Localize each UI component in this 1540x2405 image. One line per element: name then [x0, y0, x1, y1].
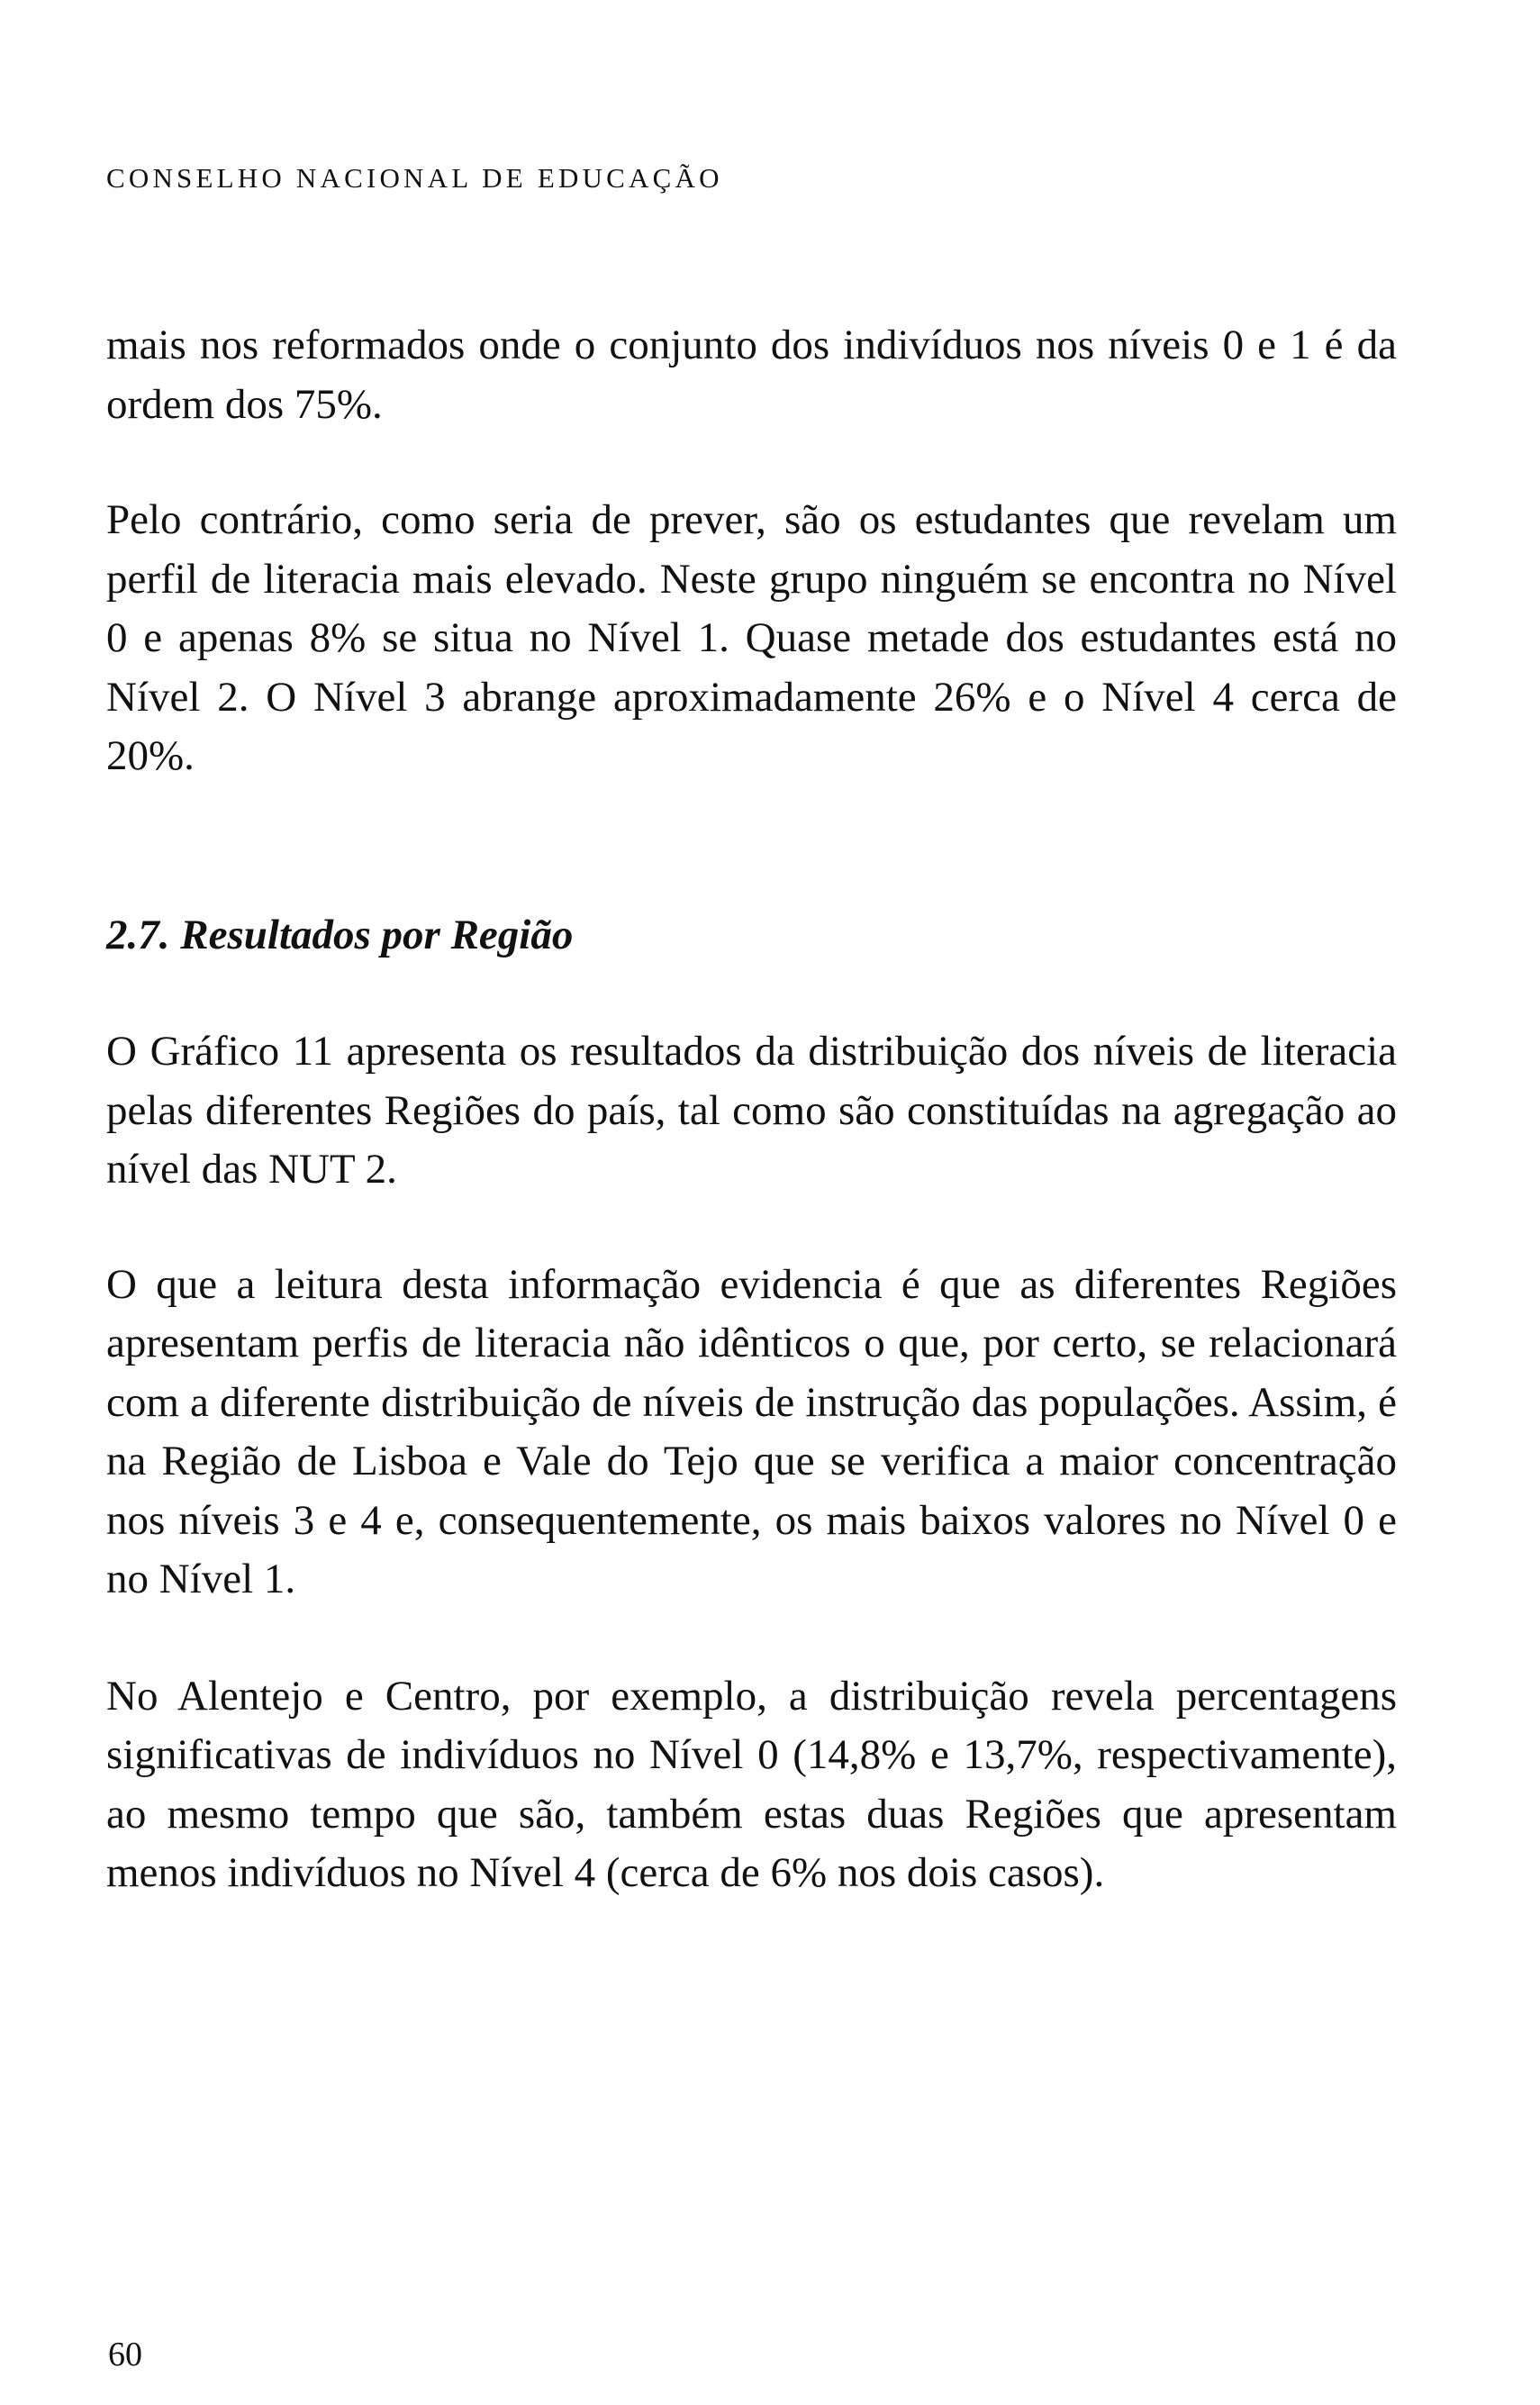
body-text [106, 316, 1397, 1903]
running-header: CONSELHO NACIONAL DE EDUCAÇÃO [106, 162, 723, 194]
page-number: 60 [108, 2336, 142, 2373]
paragraph: No Alentejo e Centro, por exemplo, a distribuição revela percentagens significativas de indivíduos no Nível 0 (14,8% e 13,7%, respectivamente), ao mesmo tempo que são, também estas duas Regiões que apresentam menos indivíduos no Nível 4 (cerca de 6% nos dois casos). [106, 1672, 1397, 1896]
paragraph: O que a leitura desta informação evidencia é que as diferentes Regiões apresentam perfis de literacia não idênticos o que, por certo, se relacionará com a diferente distribuição de níveis de instrução das populações. Assim, é na Região de Lisboa e Vale do Tejo que se verifica a maior concentração nos níveis 3 e 4 e, consequentemente, os mais baixos valores no Nível 0 e no Nível 1. [106, 1260, 1397, 1602]
paragraph: mais nos reformados onde o conjunto dos indivíduos nos níveis 0 e 1 é da ordem dos 75%. [106, 322, 1397, 428]
paragraph: O Gráfico 11 apresenta os resultados da distribuição dos níveis de literacia pelas diferentes Regiões do país, tal como são constituídas na agregação ao nível das NUT 2. [106, 1028, 1397, 1193]
paragraph: Pelo contrário, como seria de prever, são os estudantes que revelam um perfil de literacia mais elevado. Neste grupo ninguém se encontra no Nível 0 e apenas 8% se situa no Nível 1. Quase metade dos estudantes está no Nível 2. O Nível 3 abrange aproximadamente 26% e o Nível 4 cerca de 20%. [106, 496, 1397, 779]
section-heading: 2.7. Resultados por Região [106, 911, 574, 958]
